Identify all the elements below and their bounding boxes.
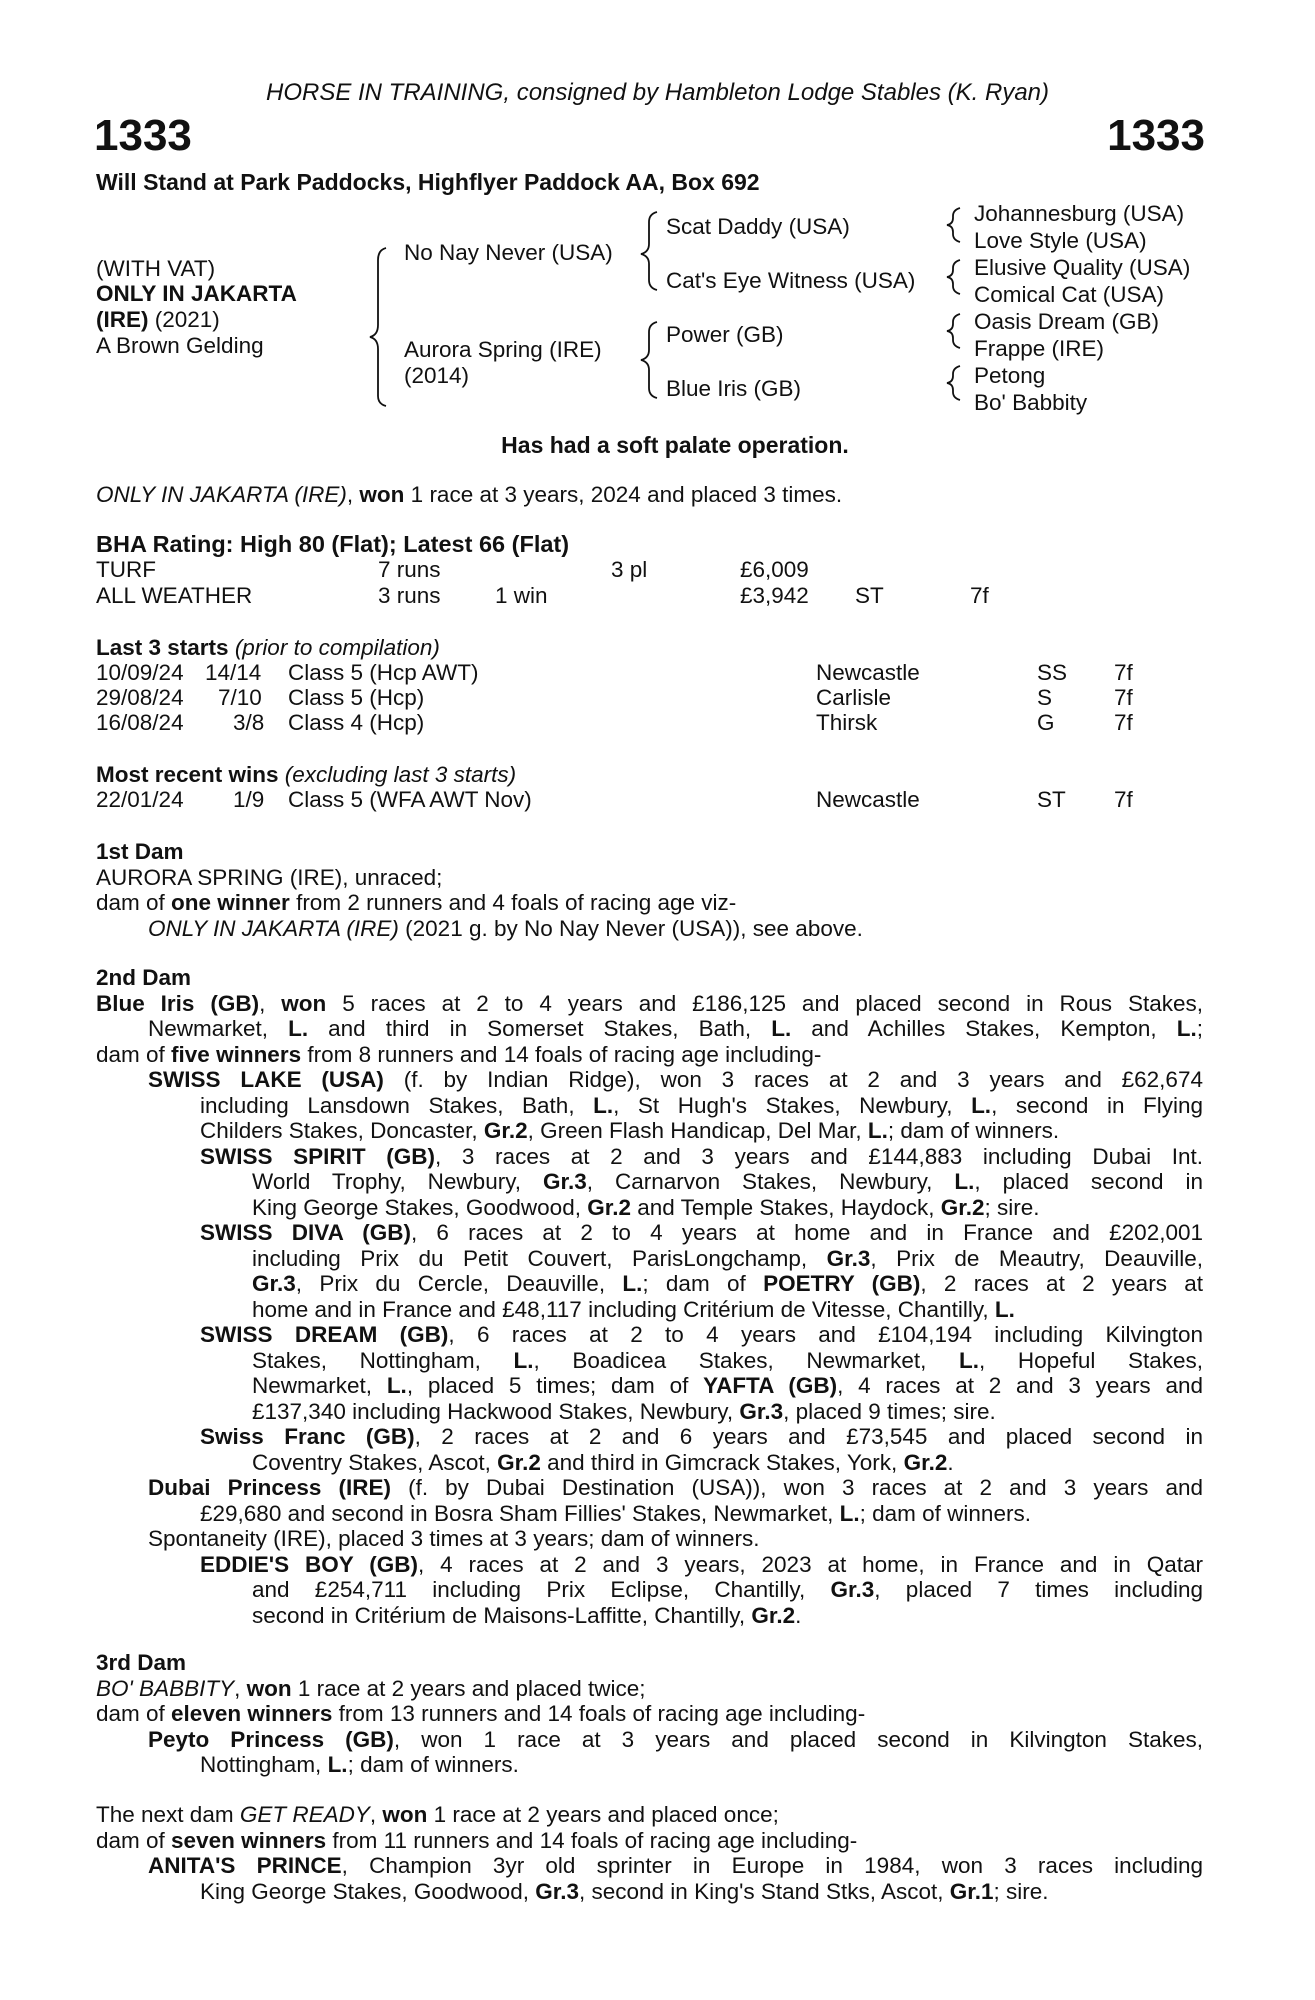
dubai-princess-line1: Dubai Princess (IRE) (f. by Dubai Destination (USA)), won 3 races at 2 and 3 years and	[148, 1475, 1203, 1500]
swiss-dream-line3: Newmarket, L., placed 5 times; dam of YAFTA (GB), 4 races at 2 and 3 years and	[252, 1373, 1204, 1398]
last-starts-title-note: (prior to compilation)	[228, 635, 440, 660]
start-date: 16/08/24	[96, 710, 184, 735]
swiss-lake-line2: including Lansdown Stakes, Bath, L., St Hugh's Stakes, Newbury, L., second in Flying	[200, 1092, 1204, 1118]
swiss-lake-line3: Childers Stakes, Doncaster, Gr.2, Green Flash Handicap, Del Mar, L.; dam of winners.	[200, 1118, 1060, 1143]
gg-7: Petong	[974, 363, 1046, 388]
start-position: 14/14	[205, 660, 262, 685]
horse-name: ONLY IN JAKARTA	[96, 281, 297, 306]
gg-1: Johannesburg (USA)	[974, 201, 1185, 226]
dam-sire: Power (GB)	[666, 322, 784, 347]
start-position: 7/10	[218, 685, 262, 710]
anitas-prince-line1: ANITA'S PRINCE, Champion 3yr old sprinter in Europe in 1984, won 3 races including	[148, 1853, 1203, 1878]
blue-iris-line2: Newmarket, L. and third in Somerset Stakes, Bath, L. and Achilles Stakes, Kempton, L.;	[148, 1016, 1203, 1041]
swiss-spirit-line1: SWISS SPIRIT (GB), 3 races at 2 and 3 years and £144,883 including Dubai Int.	[200, 1143, 1204, 1169]
rating-going: ST	[855, 583, 884, 608]
horse-description: A Brown Gelding	[96, 333, 264, 358]
first-dam-heading: 1st Dam	[96, 839, 184, 864]
swiss-dream-line2: Stakes, Nottingham, L., Boadicea Stakes, Newmarket, L., Hopeful Stakes,	[252, 1347, 1203, 1373]
lot-number-left: 1333	[94, 111, 192, 160]
sire: No Nay Never (USA)	[404, 240, 613, 265]
bha-rating-title: BHA Rating: High 80 (Flat); Latest 66 (Flat)	[96, 531, 570, 557]
eddies-boy-line3: second in Critérium de Maisons-Laffitte, Chantilly, Gr.2.	[252, 1602, 802, 1628]
win-course: Newcastle	[816, 787, 920, 812]
first-dam-produce: dam of one winner from 2 runners and 4 foals of racing age viz-	[96, 890, 737, 915]
start-going: G	[1037, 710, 1055, 735]
gg-5: Oasis Dream (GB)	[974, 309, 1160, 334]
dam-dam: Blue Iris (GB)	[666, 376, 802, 401]
gg-8: Bo' Babbity	[974, 390, 1088, 415]
consignor-line: HORSE IN TRAINING, consigned by Hambleton Lodge Stables (K. Ryan)	[266, 79, 1049, 106]
horse-year: (2021)	[148, 307, 220, 332]
swiss-franc-line2: Coventry Stakes, Ascot, Gr.2 and third in Gimcrack Stakes, York, Gr.2.	[252, 1449, 954, 1475]
last-starts-title-bold: Last 3 starts	[96, 635, 229, 660]
swiss-diva-line1: SWISS DIVA (GB), 6 races at 2 to 4 years at home and in France and £202,001	[200, 1220, 1204, 1245]
start-distance: 7f	[1114, 685, 1133, 710]
gg-6: Frappe (IRE)	[974, 336, 1105, 361]
start-course: Newcastle	[816, 660, 920, 685]
dam-year: (2014)	[404, 363, 470, 388]
start-race: Class 5 (Hcp)	[288, 685, 425, 710]
last-starts-title	[96, 635, 440, 661]
swiss-spirit-line3: King George Stakes, Goodwood, Gr.2 and Temple Stakes, Haydock, Gr.2; sire.	[252, 1194, 1040, 1220]
swiss-dream-line4: £137,340 including Hackwood Stakes, Newbury, Gr.3, placed 9 times; sire.	[252, 1398, 996, 1424]
recent-wins-title	[96, 762, 516, 788]
horse-country: (IRE)	[96, 307, 149, 332]
next-dam-section	[96, 1802, 1203, 1904]
swiss-franc-line1: Swiss Franc (GB), 2 races at 2 and 6 years and £73,545 and placed second in	[200, 1424, 1204, 1449]
swiss-lake-line1: SWISS LAKE (USA) (f. by Indian Ridge), won 3 races at 2 and 3 years and £62,674	[148, 1067, 1203, 1092]
start-going: SS	[1037, 660, 1068, 685]
win-position: 1/9	[233, 787, 265, 812]
vet-note: Has had a soft palate operation.	[501, 432, 849, 458]
third-dam-section	[96, 1650, 1203, 1778]
start-position: 3/8	[233, 710, 265, 735]
second-dam-heading: 2nd Dam	[96, 965, 192, 990]
swiss-diva-line2: including Prix du Petit Couvert, ParisLongchamp, Gr.3, Prix de Meautry, Deauville,	[252, 1245, 1203, 1271]
dam: Aurora Spring (IRE)	[404, 337, 602, 362]
first-dam-line: AURORA SPRING (IRE), unraced;	[96, 864, 443, 890]
rating-wins: 1 win	[495, 583, 548, 608]
rating-prize: £3,942	[740, 583, 809, 608]
eddies-boy-line2: and £254,711 including Prix Eclipse, Chantilly, Gr.3, placed 7 times including	[252, 1577, 1203, 1602]
second-dam-section	[96, 965, 1203, 1628]
start-course: Thirsk	[816, 710, 878, 735]
peyto-princess-line2: Nottingham, L.; dam of winners.	[200, 1752, 519, 1777]
third-dam-line: BO' BABBITY, won 1 race at 2 years and placed twice;	[96, 1675, 646, 1701]
won-label: won	[359, 482, 405, 507]
peyto-princess-line1: Peyto Princess (GB), won 1 race at 3 years and placed second in Kilvington Stakes,	[148, 1726, 1203, 1752]
recent-wins-title-bold: Most recent wins	[96, 762, 279, 787]
start-date: 29/08/24	[96, 685, 184, 710]
next-dam-produce: dam of seven winners from 11 runners and 14 foals of racing age including-	[96, 1827, 858, 1853]
start-date: 10/09/24	[96, 660, 184, 685]
gg-4: Comical Cat (USA)	[974, 282, 1165, 307]
first-dam-section	[96, 839, 1203, 941]
rating-placed: 3 pl	[611, 557, 648, 582]
win-distance: 7f	[1114, 787, 1133, 812]
eddies-boy-line1: EDDIE'S BOY (GB), 4 races at 2 and 3 years, 2023 at home, in France and in Qatar	[200, 1551, 1203, 1577]
start-going: S	[1037, 685, 1053, 710]
rating-distance: 7f	[970, 583, 989, 608]
start-distance: 7f	[1114, 660, 1133, 685]
win-going: ST	[1037, 787, 1066, 812]
summary-rest: 1 race at 3 years, 2024 and placed 3 times.	[404, 482, 843, 507]
swiss-dream-line1: SWISS DREAM (GB), 6 races at 2 to 4 years and £104,194 including Kilvington	[200, 1322, 1203, 1347]
sire-dam: Cat's Eye Witness (USA)	[666, 268, 916, 293]
race-summary: ONLY IN JAKARTA (IRE), won 1 race at 3 years, 2024 and placed 3 times.	[96, 482, 843, 507]
summary-horse-name: ONLY IN JAKARTA (IRE)	[96, 482, 347, 507]
first-dam-foal: ONLY IN JAKARTA (IRE) (2021 g. by No Nay Never (USA)), see above.	[148, 915, 863, 941]
win-date: 22/01/24	[96, 787, 184, 812]
rating-runs: 3 runs	[378, 583, 441, 608]
win-race: Class 5 (WFA AWT Nov)	[288, 787, 532, 812]
rating-runs: 7 runs	[378, 557, 441, 582]
third-dam-heading: 3rd Dam	[96, 1650, 187, 1675]
start-race: Class 4 (Hcp)	[288, 710, 425, 735]
gg-3: Elusive Quality (USA)	[974, 255, 1191, 280]
next-dam-line: The next dam GET READY, won 1 race at 2 years and placed once;	[96, 1802, 779, 1827]
blue-iris-line3: dam of five winners from 8 runners and 14 foals of racing age including-	[96, 1041, 822, 1067]
lot-number-right: 1333	[1107, 111, 1205, 160]
third-dam-produce: dam of eleven winners from 13 runners and 14 foals of racing age including-	[96, 1701, 866, 1726]
rating-surface: ALL WEATHER	[96, 583, 253, 608]
spontaneity-line: Spontaneity (IRE), placed 3 times at 3 years; dam of winners.	[148, 1526, 760, 1551]
start-race: Class 5 (Hcp AWT)	[288, 660, 479, 685]
gg-2: Love Style (USA)	[974, 228, 1147, 253]
stand-location: Will Stand at Park Paddocks, Highflyer Paddock AA, Box 692	[96, 169, 760, 195]
swiss-spirit-line2: World Trophy, Newbury, Gr.3, Carnarvon Stakes, Newbury, L., placed second in	[252, 1169, 1203, 1194]
sire-sire: Scat Daddy (USA)	[666, 214, 850, 239]
rating-prize: £6,009	[740, 557, 809, 582]
rating-surface: TURF	[96, 557, 156, 582]
swiss-diva-line4: home and in France and £48,117 including Critérium de Vitesse, Chantilly, L.	[252, 1296, 1015, 1322]
vat-label: (WITH VAT)	[96, 256, 216, 281]
anitas-prince-line2: King George Stakes, Goodwood, Gr.3, second in King's Stand Stks, Ascot, Gr.1; sire.	[200, 1878, 1049, 1904]
blue-iris-line1: Blue Iris (GB), won 5 races at 2 to 4 years and £186,125 and placed second in Rous Stakes,	[96, 990, 1203, 1016]
start-distance: 7f	[1114, 710, 1133, 735]
start-course: Carlisle	[816, 685, 892, 710]
dubai-princess-line2: £29,680 and second in Bosra Sham Fillies' Stakes, Newmarket, L.; dam of winners.	[200, 1500, 1031, 1526]
recent-wins-title-note: (excluding last 3 starts)	[278, 762, 517, 787]
swiss-diva-line3: Gr.3, Prix du Cercle, Deauville, L.; dam of POETRY (GB), 2 races at 2 years at	[252, 1271, 1204, 1296]
